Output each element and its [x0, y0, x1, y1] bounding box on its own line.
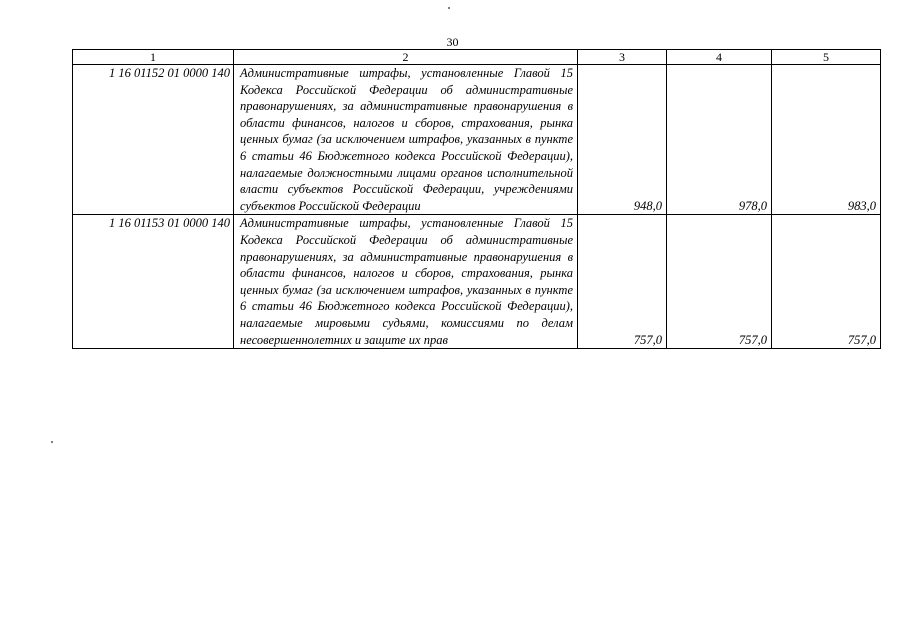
- scan-speck-top: [448, 7, 450, 9]
- value-cell-col5: 757,0: [772, 215, 881, 349]
- table-row: [73, 215, 881, 349]
- scan-speck-left: [51, 441, 53, 443]
- value-cell-col4: 757,0: [667, 215, 772, 349]
- page-number: 30: [446, 35, 459, 49]
- table-header-row: [73, 50, 881, 65]
- column-header-1: 1: [73, 50, 234, 65]
- column-header-3: 3: [578, 50, 667, 65]
- table-row: [73, 65, 881, 215]
- column-header-4: 4: [667, 50, 772, 65]
- value-cell-col3: 757,0: [578, 215, 667, 349]
- value-cell-col4: 978,0: [667, 65, 772, 215]
- budget-code-cell: 1 16 01152 01 0000 140: [73, 65, 234, 215]
- description-cell: Административные штрафы, установленные Главой 15 Кодекса Российской Федерации об административные правонарушениях, за административные правонарушения в области финансов, налогов и сборов, страхования, рынка ценных бумаг (за исключением штрафов, указанных в пункте 6 статьи 46 Бюджетного кодекса Российской Федерации), налагаемые мировыми судьями, комиссиями по делам несовершеннолетних и защите их прав: [234, 215, 578, 349]
- budget-table: [72, 49, 881, 349]
- description-cell: Административные штрафы, установленные Главой 15 Кодекса Российской Федерации об административные правонарушениях, за административные правонарушения в области финансов, налогов и сборов, страхования, рынка ценных бумаг (за исключением штрафов, указанных в пункте 6 статьи 46 Бюджетного кодекса Российской Федерации), налагаемые должностными лицами органов исполнительной власти субъектов Российской Федерации, учреждениями субъектов Российской Федерации: [234, 65, 578, 215]
- column-header-5: 5: [772, 50, 881, 65]
- budget-code-cell: 1 16 01153 01 0000 140: [73, 215, 234, 349]
- value-cell-col5: 983,0: [772, 65, 881, 215]
- value-cell-col3: 948,0: [578, 65, 667, 215]
- column-header-2: 2: [234, 50, 578, 65]
